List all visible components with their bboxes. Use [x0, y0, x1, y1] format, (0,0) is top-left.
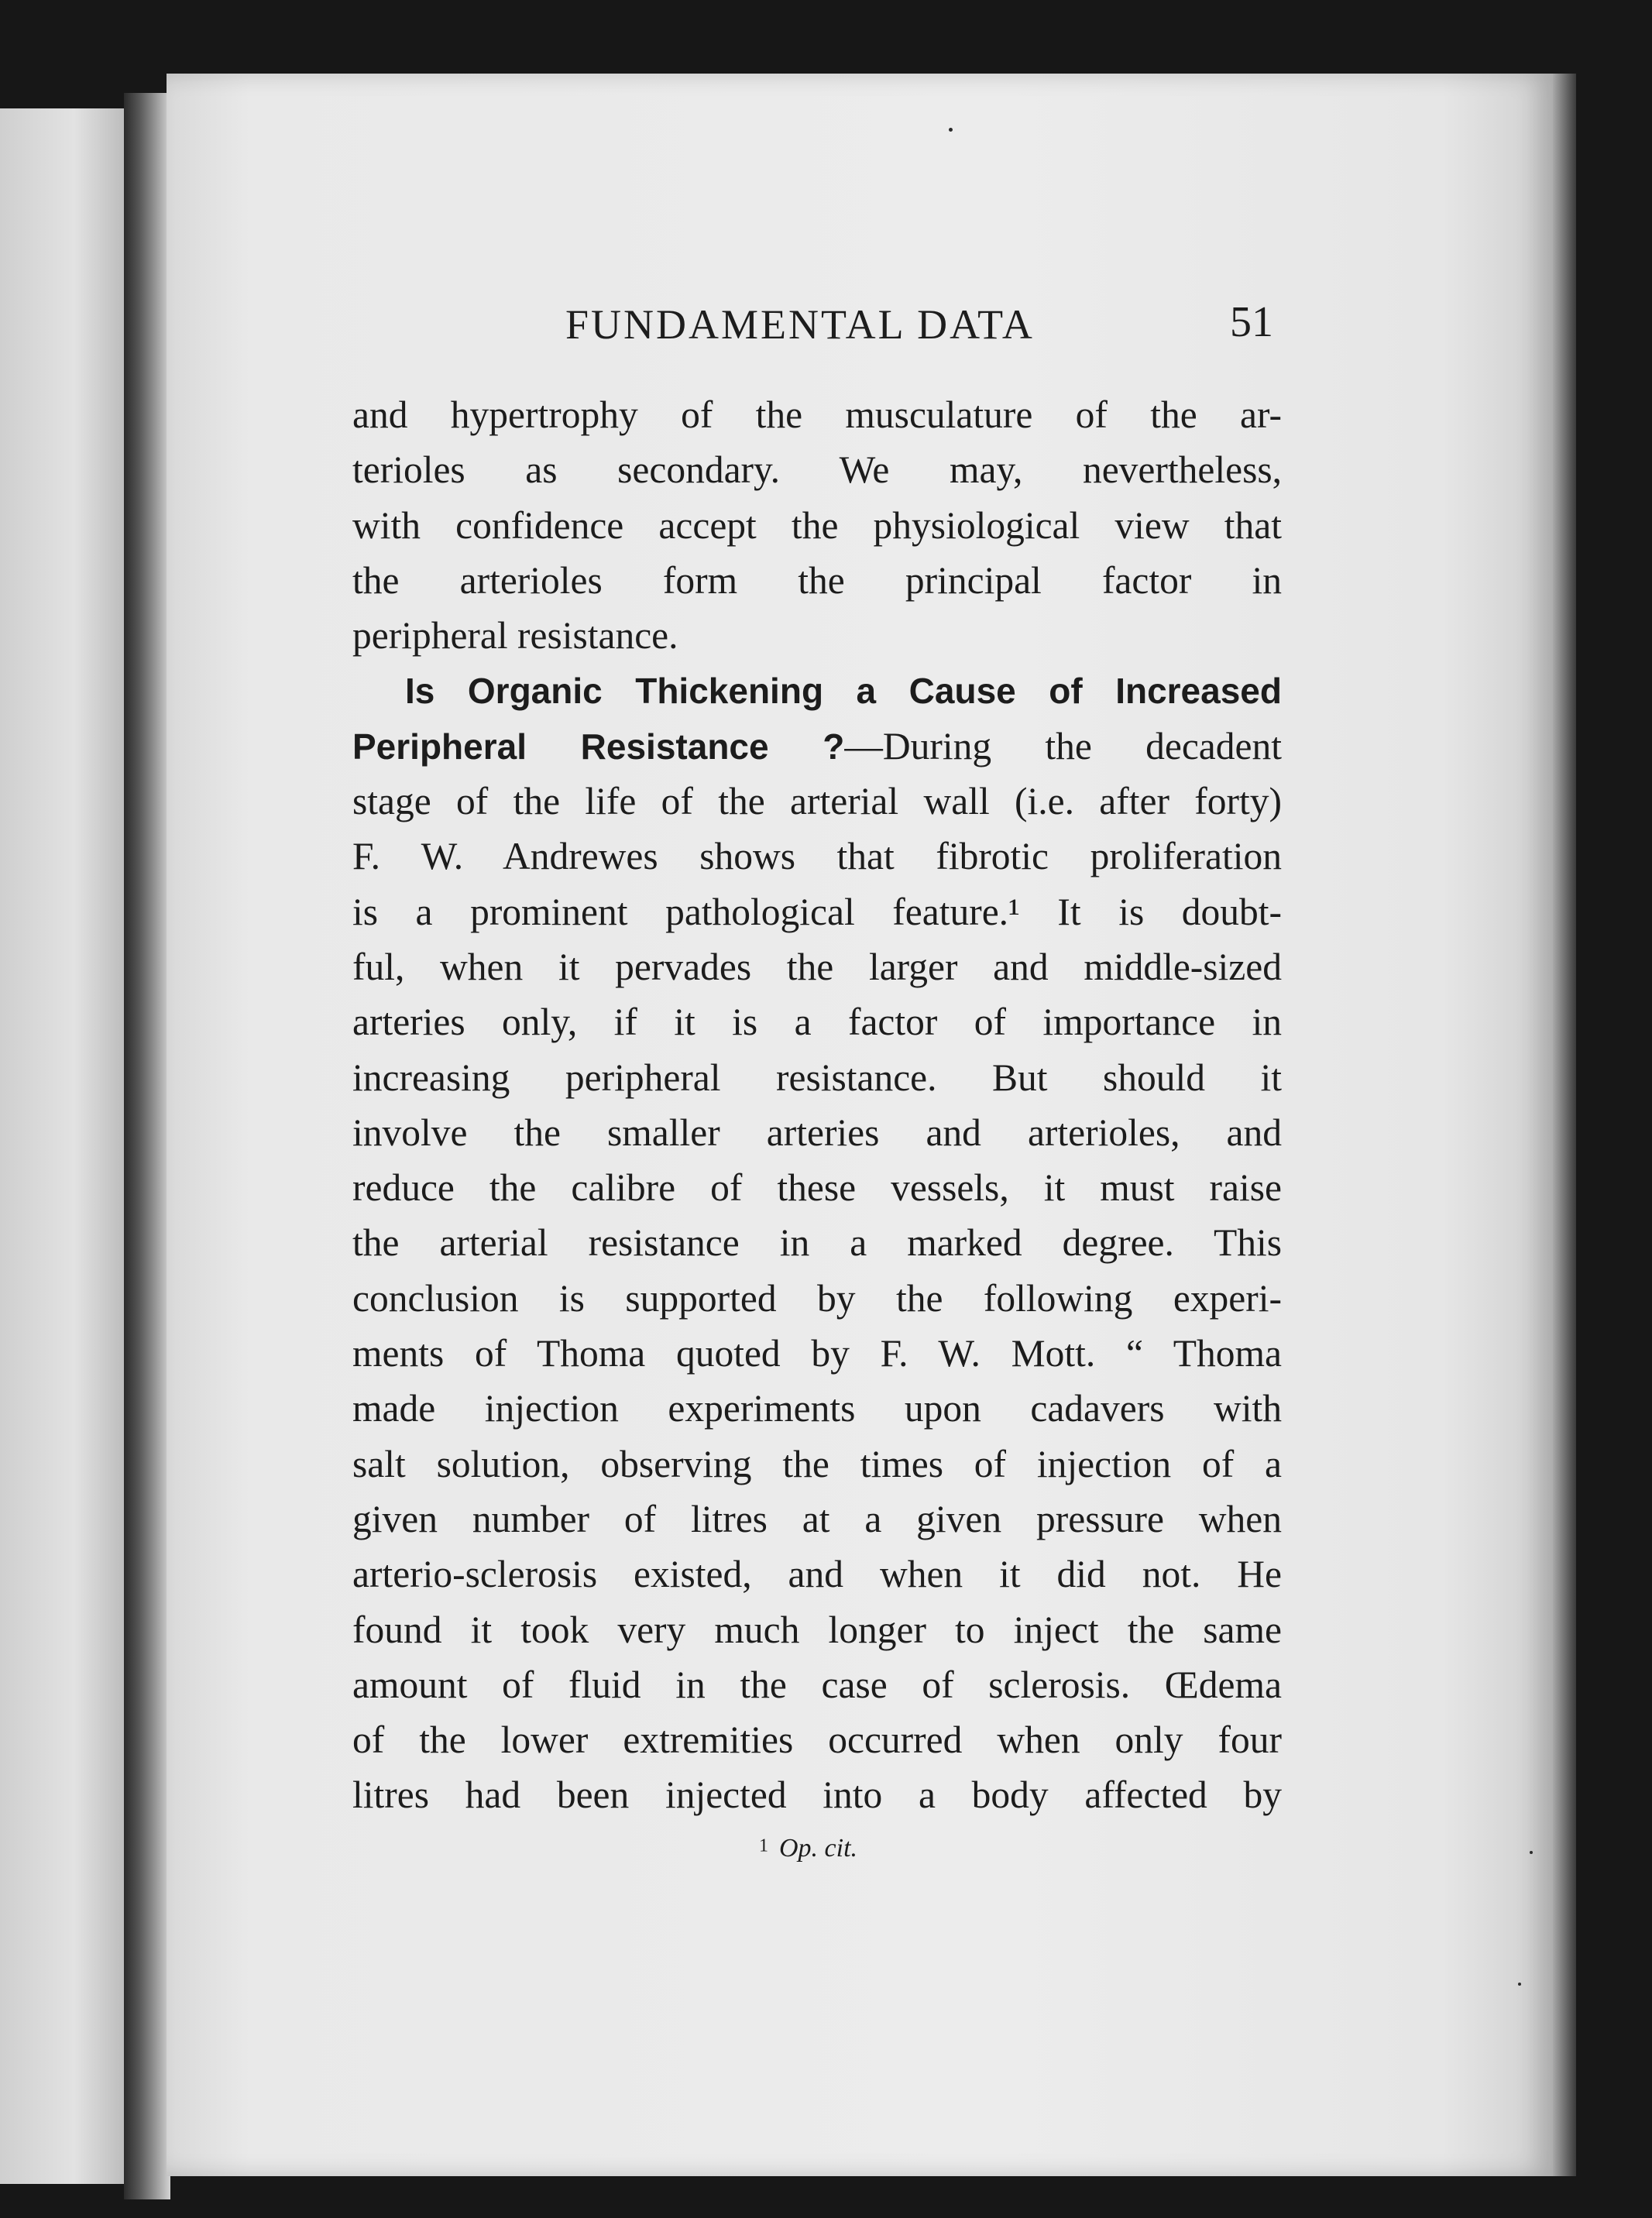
text-line: with confidence accept the physiological view that — [352, 503, 1282, 547]
text-line: made injection experiments upon cadavers with — [352, 1387, 1282, 1430]
section-heading-continued: Peripheral Resistance ? — [352, 726, 845, 767]
text-line: is a prominent pathological feature.¹ It is doubt- — [352, 890, 1282, 933]
text-line: found it took very much longer to inject the same — [352, 1608, 1282, 1651]
running-header — [356, 293, 1286, 362]
section-heading: Is Organic Thickening a Cause of Increased — [405, 671, 1282, 712]
section-heading-line-2 — [352, 719, 1282, 774]
text-line: ments of Thoma quoted by F. W. Mott. “ Thoma — [352, 1332, 1282, 1375]
page-fore-edge — [1553, 74, 1576, 2176]
text-line: ful, when it pervades the larger and middle-sized — [352, 945, 1282, 988]
text-line: increasing peripheral resistance. But should it — [352, 1056, 1282, 1099]
text-line: terioles as secondary. We may, nevertheless, — [352, 448, 1282, 492]
text-line: litres had been injected into a body affected by — [352, 1773, 1282, 1817]
text-line: peripheral resistance. — [352, 614, 678, 658]
scan-speck — [1530, 1851, 1533, 1854]
page-number: 51 — [1230, 298, 1273, 346]
facing-page-edge — [0, 108, 124, 2184]
text-line: stage of the life of the arterial wall (i.e. after forty) — [352, 780, 1282, 823]
book-gutter — [124, 93, 170, 2199]
text-run: —During the decadent — [844, 724, 1282, 767]
text-line: amount of fluid in the case of sclerosis. Œdema — [352, 1663, 1282, 1706]
section-heading-line — [352, 663, 1282, 718]
scan-speck — [1518, 1983, 1521, 1986]
scan-speck — [949, 128, 953, 132]
text-line: conclusion is supported by the following experi- — [352, 1276, 1282, 1320]
text-line: arterio-sclerosis existed, and when it did not. He — [352, 1553, 1282, 1596]
text-line: arteries only, if it is a factor of importance in — [352, 1001, 1282, 1044]
footnote — [759, 1834, 991, 1873]
text-line: the arterioles form the principal factor in — [352, 558, 1282, 602]
text-line: of the lower extremities occurred when only four — [352, 1718, 1282, 1762]
text-line: F. W. Andrewes shows that fibrotic proliferation — [352, 835, 1282, 878]
text-line: salt solution, observing the times of injection of a — [352, 1442, 1282, 1485]
body-text — [352, 387, 1282, 1823]
text-line: reduce the calibre of these vessels, it must raise — [352, 1166, 1282, 1210]
footnote-text: Op. cit. — [779, 1834, 858, 1863]
running-title: FUNDAMENTAL DATA — [565, 301, 1035, 348]
text-line: involve the smaller arteries and arterioles, and — [352, 1111, 1282, 1154]
text-line: given number of litres at a given pressure when — [352, 1497, 1282, 1540]
text-line: and hypertrophy of the musculature of the ar- — [352, 393, 1282, 436]
text-line: the arterial resistance in a marked degree. This — [352, 1221, 1282, 1265]
footnote-marker: 1 — [759, 1835, 768, 1856]
